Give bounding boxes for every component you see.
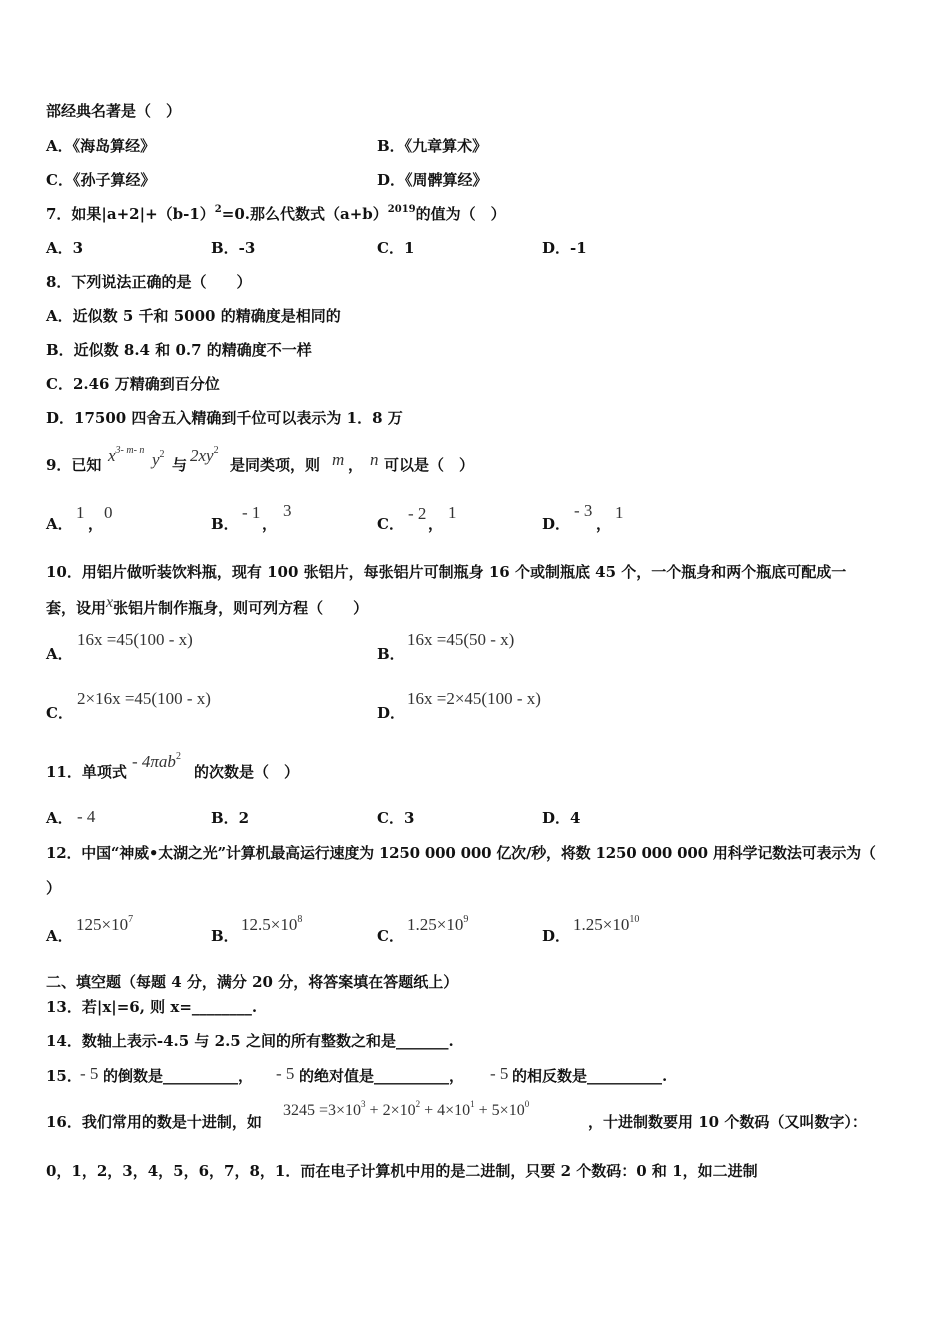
q7-exponent-2: 2 [214,204,222,215]
section-2-heading: 二、填空题（每题 4 分，满分 20 分，将答案填在答题纸上） [46,973,459,991]
q9-option-a-label[interactable]: A． [46,515,73,533]
q16-formula-part-4: + 5×10 [474,1102,525,1119]
q9-option-a-m: 1 [76,503,85,522]
q12-option-a-exponent: 7 [128,914,134,925]
q9-term1-base: x [108,446,116,465]
q12-option-d-label[interactable]: D． [542,927,571,945]
q11-monomial-exponent: 2 [175,751,181,762]
q16-exponent-3: 3 [361,1099,366,1109]
q10-option-c-label[interactable]: C． [46,704,73,722]
q9-stem-b: 是同类项，则 [230,456,321,474]
q16-exponent-1: 1 [470,1099,475,1109]
q7-option-a[interactable]: A．3 [46,239,84,257]
q6-option-a[interactable]: A．《海岛算经》 [46,137,156,155]
q9-term1 [108,446,144,469]
q9-term2-body: 2xy [190,446,214,465]
q6-option-c[interactable]: C．《孙子算经》 [46,171,156,189]
q9-term1-y [152,450,165,473]
q10-option-a-formula: 16x =45(100 - x) [77,630,193,649]
q12-option-d-exponent: 10 [629,914,640,925]
q7-option-b[interactable]: B．-3 [211,239,256,257]
q10-option-b-label[interactable]: B． [377,645,405,663]
q12-option-c-formula [407,915,468,938]
q10-stem-line2-a: 套，设用 [46,599,107,617]
q11-stem-b: 的次数是（ ） [194,763,300,781]
q9-option-c-m: - 2 [408,504,427,523]
q15-blank-absolute: 的绝对值是__________， [299,1067,465,1085]
q12-option-b-formula [241,915,302,938]
q15-blank-opposite: 的相反数是__________. [512,1067,668,1085]
q7-stem-part-a: 7．如果|a+2|+（b-1） [46,205,215,223]
q10-option-c-formula: 2×16x =45(100 - x) [77,689,211,708]
q9-option-c-n: 1 [448,503,457,522]
q12-option-b-label[interactable]: B． [211,927,239,945]
q6-option-d[interactable]: D．《周髀算经》 [377,171,488,189]
q16-formula [283,1101,529,1122]
q12-option-d-mantissa: 1.25×10 [573,915,630,934]
q9-connector: 与 [172,456,188,474]
q10-option-d-label[interactable]: D． [377,704,406,722]
q10-stem-line2-b: 张铝片制作瓶身，则可列方程（ ） [113,599,369,617]
q9-number: 9．已知 [46,456,102,474]
q12-stem-line2: ） [46,879,62,897]
q9-option-d-sep: ， [596,515,612,533]
q16-formula-part-1: 3245 =3×10 [283,1102,362,1119]
q9-option-a-sep: ， [88,515,104,533]
q11-option-a-label[interactable]: A． [46,809,73,827]
q16-stem-b: ，十进制数要用 10 个数码（又叫数字）： [588,1113,867,1131]
q9-comma: ， [348,456,364,474]
q9-term1-y-base: y [152,450,160,469]
q16-stem-a: 16．我们常用的数是十进制，如 [46,1113,262,1131]
q12-option-c-mantissa: 1.25×10 [407,915,464,934]
q16-formula-part-2: + 2×10 [365,1102,416,1119]
q12-option-c-label[interactable]: C． [377,927,404,945]
q15-number: 15． [46,1067,82,1085]
q9-option-b-n: 3 [283,501,292,520]
q8-option-b[interactable]: B．近似数 8.4 和 0.7 的精确度不一样 [46,341,312,359]
q8-stem: 8．下列说法正确的是（ ） [46,273,252,291]
q8-option-c[interactable]: C．2.46 万精确到百分位 [46,375,220,393]
q11-option-b[interactable]: B．2 [211,809,250,827]
q15-value-1: - 5 [80,1064,99,1083]
q10-option-a-label[interactable]: A． [46,645,73,663]
q7-option-d[interactable]: D．-1 [542,239,587,257]
q11-monomial [132,752,181,775]
q6-option-b[interactable]: B．《九章算术》 [377,137,488,155]
q7-exponent-2019: 2019 [387,204,416,215]
q16-formula-part-3: + 4×10 [420,1102,471,1119]
q9-var-m: m [332,450,345,469]
q12-option-b-mantissa: 12.5×10 [241,915,298,934]
q9-option-d-n: 1 [615,503,624,522]
q12-option-a-label[interactable]: A． [46,927,73,945]
q11-option-a-value: - 4 [77,807,96,826]
q12-option-a-formula [76,915,133,938]
q9-stem-c: 可以是（ ） [384,456,475,474]
q11-option-d[interactable]: D．4 [542,809,581,827]
q10-option-b-formula: 16x =45(50 - x) [407,630,515,649]
q13-stem: 13．若|x|=6, 则 x=________. [46,998,258,1016]
q16-exponent-2: 2 [415,1099,421,1109]
q12-option-d-formula [573,915,639,938]
q16-exponent-0: 0 [524,1099,530,1109]
q10-var-x: x [106,594,114,611]
q10-stem-line1: 10．用铝片做听装饮料瓶，现有 100 张铝片，每张铝片可制瓶身 16 个或制瓶底 45 个，一个瓶身和两个瓶底可配成一 [46,563,847,581]
q7-option-c[interactable]: C．1 [377,239,415,257]
q8-option-a[interactable]: A．近似数 5 千和 5000 的精确度是相同的 [46,307,341,325]
q6-stem-tail: 部经典名著是（ ） [46,102,182,120]
q11-stem-a: 11．单项式 [46,763,127,781]
q9-option-c-label[interactable]: C． [377,515,404,533]
q9-var-n: n [370,450,379,469]
q15-blank-reciprocal: 的倒数是__________， [103,1067,254,1085]
q9-term1-y-exponent: 2 [159,449,165,460]
q9-option-b-m: - 1 [242,503,261,522]
q12-option-b-exponent: 8 [297,914,303,925]
q12-option-c-exponent: 9 [463,914,469,925]
q9-option-b-sep: ， [262,515,278,533]
q7-stem-part-b: =0.那么代数式（a+b） [221,205,388,223]
q14-stem: 14．数轴上表示-4.5 与 2.5 之间的所有整数之和是_______. [46,1032,454,1050]
q9-option-a-n: 0 [104,503,113,522]
q11-option-c[interactable]: C．3 [377,809,415,827]
q8-option-d[interactable]: D．17500 四舍五入精确到千位可以表示为 1．8 万 [46,409,403,427]
q9-term2 [190,446,219,469]
q9-option-d-label[interactable]: D． [542,515,571,533]
q16-stem-line2: 0，1，2，3，4，5，6，7，8，1．而在电子计算机中用的是二进制，只要 2 个数码：0 和 1，如二进制 [46,1162,758,1180]
q11-monomial-body: - 4πab [132,752,176,771]
q15-value-2: - 5 [276,1064,295,1083]
q9-option-c-sep: ， [428,515,444,533]
q9-option-b-label[interactable]: B． [211,515,239,533]
q9-term2-exponent: 2 [213,445,219,456]
q9-option-d-m: - 3 [574,501,593,520]
q10-option-d-formula: 16x =2×45(100 - x) [407,689,541,708]
q12-stem-line1: 12．中国“神威•太湖之光”计算机最高运行速度为 1250 000 000 亿次/秒，将数 1250 000 000 用科学记数法可表示为（ [46,844,876,862]
q12-option-a-mantissa: 125×10 [76,915,129,934]
q7-stem [46,204,506,224]
q10-stem-line2 [46,594,369,619]
q9-term1-exponent: 3- m- n [115,445,145,456]
q7-stem-part-c: 的值为（ ） [415,205,506,223]
q15-value-3: - 5 [490,1064,509,1083]
